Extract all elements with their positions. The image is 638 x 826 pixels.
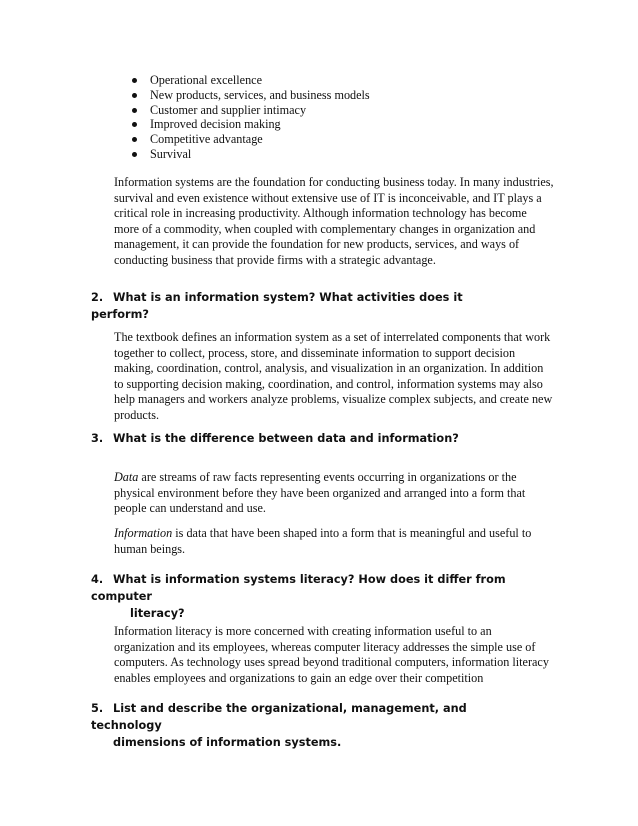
question-text: List and describe the organizational, management, and technology (91, 702, 467, 732)
question-text: What is information systems literacy? How does it differ from computer (91, 573, 506, 603)
intro-paragraph: Information systems are the foundation for conducting business today. In many industries, survival and even existence without extensive use of IT is inconceivable, and IT plays a critical role in increasing productivity. Although information technology has become more of a commodity, when coupled with complementary changes in organization and management, it can provide the foundation for new products, services, and ways of conducting business that provide firms with a strategic advantage. (114, 175, 554, 267)
list-item: Operational excellence (132, 73, 370, 88)
question-4-answer: Information literacy is more concerned with creating information useful to an organization and its employees, whereas computer literacy addresses the simple use of computers. As technology uses spread beyond traditional computers, information literacy enables employees and organizations to gain an edge over their competition (114, 624, 549, 685)
question-3-heading (91, 430, 521, 447)
data-definition-paragraph: Data are streams of raw facts representing events occurring in organizations or the physical environment before they have been organized and arranged into a form that people can understand and use. (114, 470, 526, 516)
list-item: Survival (132, 147, 370, 162)
question-text: What is the difference between data and information? (113, 432, 459, 445)
list-item: Improved decision making (132, 117, 370, 132)
question-number: 4. (91, 573, 104, 586)
question-text-continued: literacy? (130, 607, 185, 620)
information-definition-paragraph: Information is data that have been shaped into a form that is meaningful and useful to human beings. (114, 526, 532, 556)
data-term: Data (114, 470, 139, 484)
question-number: 3. (91, 432, 104, 445)
question-2-heading (91, 289, 521, 323)
information-term: Information (114, 526, 173, 540)
bullet-icon (132, 78, 137, 83)
bullet-icon (132, 108, 137, 113)
list-item: Competitive advantage (132, 132, 370, 147)
bullet-icon (132, 137, 137, 142)
question-number: 2. (91, 291, 104, 304)
question-text-continued: dimensions of information systems. (113, 736, 342, 749)
benefits-bullet-list (132, 73, 370, 162)
bullet-icon (132, 93, 137, 98)
question-5-heading (91, 700, 521, 751)
question-4-heading (91, 571, 521, 622)
bullet-icon (132, 152, 137, 157)
question-2-answer: The textbook defines an information system as a set of interrelated components that work together to collect, process, store, and disseminate information to support decision making, coordination, control, analysis, and visualization in an organization. In addition to supporting decision making, coordination, and control, information systems may also help managers and workers analyze problems, visualize complex subjects, and create new products. (114, 330, 553, 422)
question-text: What is an information system? What activities does it perform? (91, 291, 463, 321)
question-number: 5. (91, 702, 104, 715)
list-item: Customer and supplier intimacy (132, 103, 370, 118)
bullet-icon (132, 122, 137, 127)
list-item: New products, services, and business models (132, 88, 370, 103)
